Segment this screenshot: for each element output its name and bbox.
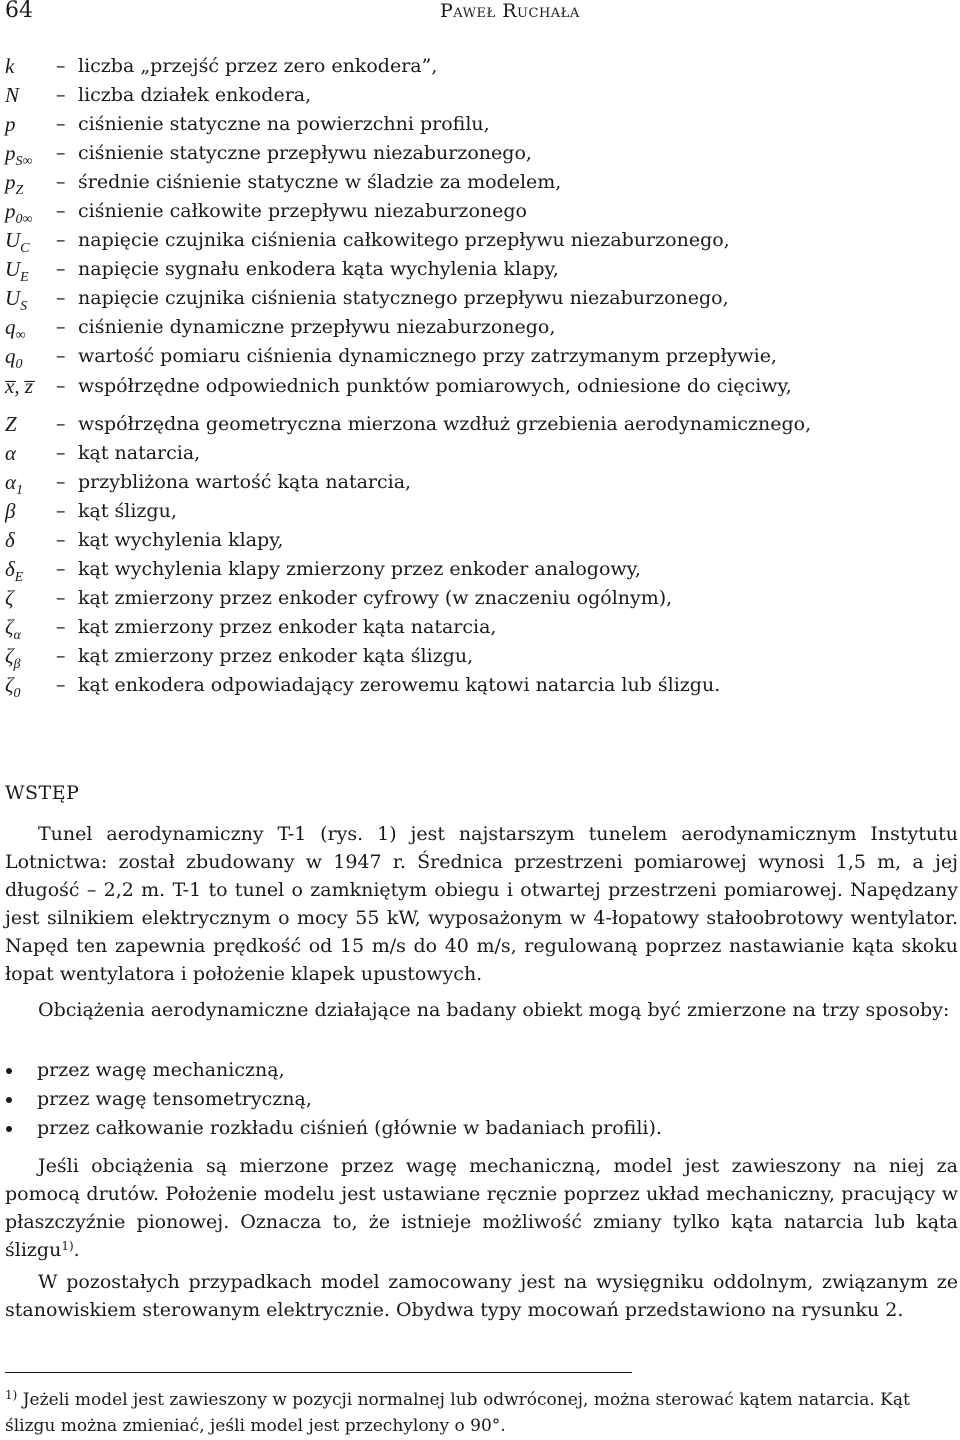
bullet-item (0, 1056, 960, 1084)
dash-separator: – (56, 616, 66, 638)
symbol-row (0, 613, 960, 641)
dash-separator: – (56, 287, 66, 309)
symbol (5, 81, 19, 109)
bullet-text: przez wagę mechaniczną, (37, 1059, 285, 1081)
dash-separator: – (56, 113, 66, 135)
symbol-row (0, 139, 960, 167)
symbol-main: ζ (5, 673, 14, 697)
symbol-main: δ (5, 528, 15, 552)
dash-separator: – (56, 258, 66, 280)
symbol-description: średnie ciśnienie statyczne w śladzie za modelem, (78, 171, 562, 193)
symbol-row (0, 555, 960, 583)
symbol-subscript: 1 (16, 483, 24, 498)
symbol-main: U (5, 286, 21, 310)
symbol-row (0, 439, 960, 467)
bullet-icon (6, 1097, 12, 1103)
symbol (5, 671, 21, 708)
symbol-row (0, 468, 960, 496)
symbol-row (0, 342, 960, 370)
footnote-mark: 1) (5, 1388, 18, 1402)
symbol-subscript: α (13, 628, 21, 643)
symbol-row (0, 197, 960, 225)
symbol-row (0, 410, 960, 438)
footnote-text: Jeżeli model jest zawieszony w pozycji normalnej lub odwróconej, można sterować kątem natarcia. Kąt ślizgu można zmieniać, jeśli model jest przechylony o 90°. (5, 1390, 910, 1436)
dash-separator: – (56, 529, 66, 551)
footnote (5, 1387, 958, 1439)
paragraph-mechanical-balance (5, 1152, 958, 1264)
symbol-row (0, 671, 960, 699)
symbol-main: β (5, 499, 16, 523)
symbol-row (0, 642, 960, 670)
symbol-description: kąt enkodera odpowiadający zerowemu kątowi natarcia lub ślizgu. (78, 674, 721, 696)
symbol-main: Z (5, 412, 17, 436)
symbol-description: liczba „przejść przez zero enkodera”, (78, 55, 438, 77)
symbol-main: δ (5, 557, 15, 581)
symbol-main: α (5, 470, 17, 494)
symbol-main: q (5, 344, 16, 368)
dash-separator: – (56, 500, 66, 522)
symbol (5, 497, 15, 525)
running-head-author: Paweł Ruchała (440, 0, 580, 22)
symbol-description: kąt zmierzony przez enkoder kąta natarcia, (78, 616, 497, 638)
symbol-row (0, 52, 960, 80)
paragraph-end-punct: . (73, 1239, 80, 1261)
symbol-description: kąt zmierzony przez enkoder kąta ślizgu, (78, 645, 474, 667)
symbol-main: p (5, 170, 16, 194)
dash-separator: – (56, 645, 66, 667)
dash-separator: – (56, 674, 66, 696)
symbol-main: x̅, z̅ (5, 374, 33, 398)
dash-separator: – (56, 375, 66, 397)
symbol-description: współrzędna geometryczna mierzona wzdłuż grzebienia aerodynamicznego, (78, 413, 812, 435)
symbol-description: napięcie czujnika ciśnienia całkowitego przepływu niezaburzonego, (78, 229, 730, 251)
symbol-description: kąt wychylenia klapy, (78, 529, 284, 551)
bullet-icon (6, 1126, 12, 1132)
footnote-divider (5, 1372, 632, 1373)
paragraph-intro: Tunel aerodynamiczny T-1 (rys. 1) jest najstarszym tunelem aerodynamicznym Instytutu Lotnictwa: został zbudowany w 1947 r. Średnica przestrzeni pomiarowej wynosi 1,5 m, a jej długość – 2,2 m. T-1 to tunel o zamkniętym obiegu i otwartej przestrzeni pomiarowej. Napędzany jest silnikiem elektrycznym o mocy 55 kW, wyposażonym w 4-łopatowy stałoobrotowy wentylator. Napęd ten zapewnia prędkość od 15 m/s do 40 m/s, regulowaną poprzez nastawianie kąta skoku łopat wentylatora i położenie klapek upustowych. (5, 823, 958, 985)
symbol-main: p (5, 199, 16, 223)
symbol-subscript: C (20, 241, 30, 256)
dash-separator: – (56, 413, 66, 435)
symbol-subscript: Z (15, 183, 24, 198)
symbol-row (0, 81, 960, 109)
symbol (5, 410, 17, 438)
footnote-reference[interactable]: 1) (61, 1239, 74, 1253)
bullet-item (0, 1085, 960, 1113)
symbol-subscript: ∞ (15, 328, 26, 343)
symbol-row (0, 255, 960, 283)
symbol-main: N (5, 83, 20, 107)
symbol (5, 439, 16, 467)
dash-separator: – (56, 200, 66, 222)
dash-separator: – (56, 55, 66, 77)
symbol-main: k (5, 54, 15, 78)
dash-separator: – (56, 442, 66, 464)
dash-separator: – (56, 142, 66, 164)
dash-separator: – (56, 587, 66, 609)
bullet-icon (6, 1068, 12, 1074)
symbol-main: ζ (5, 644, 14, 668)
symbol-row (0, 526, 960, 554)
symbol-description: kąt zmierzony przez enkoder cyfrowy (w znaczeniu ogólnym), (78, 587, 673, 609)
symbol (5, 52, 14, 80)
symbol-description: kąt ślizgu, (78, 500, 177, 522)
paragraph-mechanical-balance-text: Jeśli obciążenia są mierzone przez wagę mechaniczną, model jest zawieszony na niej za pomocą drutów. Położenie modelu jest ustawiane ręcznie poprzez układ mechaniczny, pracujący w płaszczyźnie pionowej. Oznacza to, że istnieje możliwość zmiany tylko kąta natarcia lub kąta ślizgu (5, 1155, 958, 1261)
dash-separator: – (56, 316, 66, 338)
paragraph-other-cases: W pozostałych przypadkach model zamocowany jest na wysięgniku oddolnym, związanym ze stanowiskiem sterowanym elektrycznie. Obydwa typy mocowań przedstawiono na rysunku 2. (5, 1271, 958, 1321)
symbol-row (0, 168, 960, 196)
bullet-text: przez całkowanie rozkładu ciśnień (głównie w badaniach profili). (37, 1117, 662, 1139)
symbol-main: q (5, 315, 16, 339)
symbol-row (0, 372, 960, 400)
symbol-main: ζ (5, 615, 14, 639)
symbol-description: napięcie sygnału enkodera kąta wychylenia klapy, (78, 258, 559, 280)
symbol-subscript: S (20, 299, 28, 314)
symbol-description: ciśnienie dynamiczne przepływu niezaburzonego, (78, 316, 556, 338)
symbol-row (0, 584, 960, 612)
symbol-description: kąt wychylenia klapy zmierzony przez enkoder analogowy, (78, 558, 641, 580)
dash-separator: – (56, 171, 66, 193)
bullet-item (0, 1114, 960, 1142)
page-number: 64 (5, 0, 33, 23)
symbol-main: p (5, 112, 16, 136)
symbol-description: napięcie czujnika ciśnienia statycznego przepływu niezaburzonego, (78, 287, 729, 309)
symbol-description: kąt natarcia, (78, 442, 201, 464)
bullet-text: przez wagę tensometryczną, (37, 1088, 312, 1110)
symbol-row (0, 284, 960, 312)
symbol-description: ciśnienie całkowite przepływu niezaburzonego (78, 200, 527, 222)
symbol-description: ciśnienie statyczne na powierzchni profilu, (78, 113, 490, 135)
section-title: WSTĘP (5, 782, 80, 804)
symbol-main: ζ (5, 586, 14, 610)
page-header (0, 0, 960, 24)
symbol-row (0, 497, 960, 525)
symbol-description: wartość pomiaru ciśnienia dynamicznego przy zatrzymanym przepływie, (78, 345, 777, 367)
dash-separator: – (56, 345, 66, 367)
symbol-subscript: 0 (13, 686, 21, 701)
symbol-subscript: S∞ (15, 154, 33, 169)
symbol-subscript: E (14, 570, 24, 585)
symbol (5, 526, 15, 554)
symbol (5, 110, 16, 138)
symbol (5, 584, 14, 612)
symbol-main: U (5, 228, 21, 252)
dash-separator: – (56, 84, 66, 106)
symbol-main: α (5, 441, 17, 465)
symbol-row (0, 110, 960, 138)
symbol-row (0, 226, 960, 254)
dash-separator: – (56, 229, 66, 251)
symbol-row (0, 313, 960, 341)
symbol-description: współrzędne odpowiednich punktów pomiarowych, odniesione do cięciwy, (78, 375, 792, 397)
symbol-description: przybliżona wartość kąta natarcia, (78, 471, 412, 493)
dash-separator: – (56, 471, 66, 493)
dash-separator: – (56, 558, 66, 580)
symbol-main: p (5, 141, 16, 165)
symbol-subscript: 0∞ (15, 212, 33, 227)
symbol-subscript: E (20, 270, 29, 285)
symbol-subscript: β (13, 657, 21, 672)
paragraph-load-methods: Obciążenia aerodynamiczne działające na badany obiekt mogą być zmierzone na trzy sposoby: (38, 999, 950, 1021)
symbol-main: U (5, 257, 21, 281)
symbol-description: ciśnienie statyczne przepływu niezaburzonego, (78, 142, 532, 164)
symbol-description: liczba działek enkodera, (78, 84, 312, 106)
symbol (5, 372, 33, 400)
symbol-subscript: 0 (15, 357, 23, 372)
